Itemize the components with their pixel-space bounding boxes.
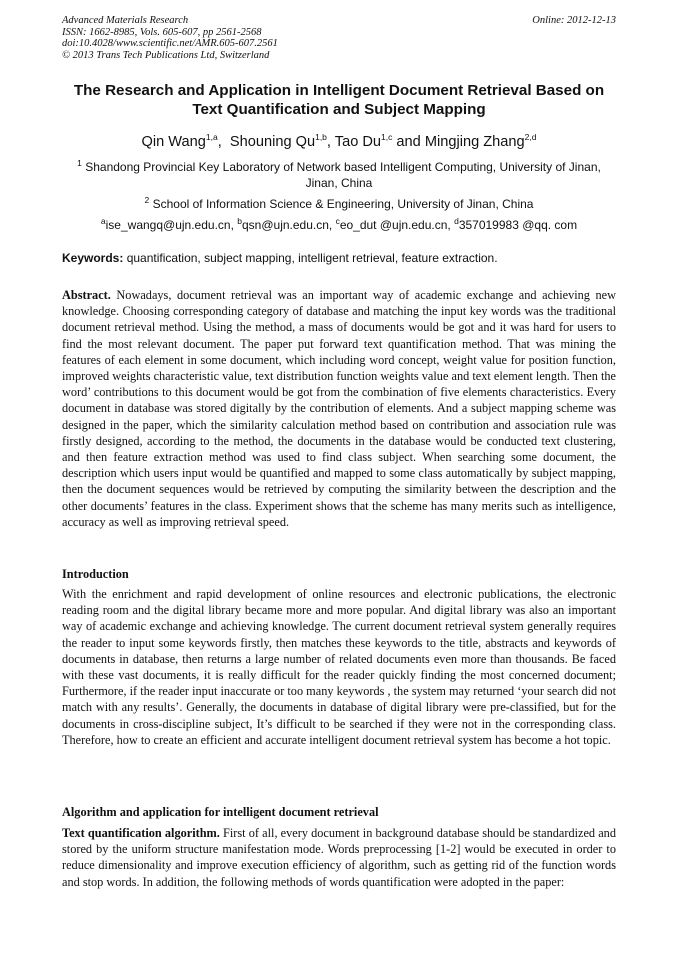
author-list	[62, 128, 616, 151]
email-sup: b	[237, 216, 242, 226]
author-sep: ,	[326, 133, 335, 150]
keywords-label: Keywords:	[62, 251, 124, 265]
email-link[interactable]: qsn@ujn.edu.cn,	[241, 218, 336, 232]
keywords-text: quantification, subject mapping, intelligent retrieval, feature extraction.	[123, 251, 498, 265]
introduction-heading: Introduction	[62, 567, 129, 581]
author-sep: ,	[217, 133, 230, 150]
email-link[interactable]: 357019983 @qq. com	[458, 218, 578, 232]
author-sup: 1,b	[315, 132, 327, 142]
copyright-line: © 2013 Trans Tech Publications Ltd, Switzerland	[62, 49, 270, 61]
algorithm-text: First of all, every document in background database should be standardized and stored by the uniform structure manifestation mode. Words preprocessing [1-2] would be executed in order to reduce dimensionality and improve execution efficiency of algorithm, such as getting rid of the function words and stop words. In addition, the following methods of words quantification were adopted in the paper:	[62, 826, 616, 889]
algorithm-lead: Text quantification algorithm.	[62, 826, 220, 840]
author-sup: 1,c	[381, 132, 393, 142]
affiliation-1	[62, 155, 616, 191]
issn-line: ISSN: 1662-8985, Vols. 605-607, pp 2561-2568	[62, 26, 262, 38]
email-list	[62, 213, 616, 233]
email-link[interactable]: ise_wangq@ujn.edu.cn,	[105, 218, 238, 232]
email-sup: a	[100, 216, 106, 226]
paper-title: The Research and Application in Intelligent Document Retrieval Based on Text Quantification and Subject Mapping	[73, 82, 605, 118]
abstract-paragraph	[62, 287, 616, 530]
affiliation-2	[62, 192, 616, 212]
email-sup: c	[335, 216, 340, 226]
email-link[interactable]: eo_dut @ujn.edu.cn,	[339, 218, 455, 232]
journal-name: Advanced Materials Research	[62, 15, 189, 26]
algorithm-paragraph	[62, 825, 616, 890]
author-sup: 2,d	[524, 132, 537, 142]
author-name: Qin Wang	[141, 133, 206, 150]
abstract-label: Abstract.	[62, 288, 111, 302]
author-sup: 1,a	[205, 132, 218, 142]
keywords-line	[62, 250, 616, 266]
introduction-paragraph: With the enrichment and rapid development of online resources and electronic publications, the electronic reading room and the digital library became more and more popular. And digital library was also an important way of academic exchange and achieving knowledge. The current document retrieval system generally requires the reader to input some keywords firstly, then matches these keywords to the title, abstracts and keywords of documents in database, then returns a large number of related documents even more than thousands. Be faced with these vast documents, it is really difficult for the reader quickly finding the most concerned document; Furthermore, if the reader input inaccurate or too many keywords , the system may returned ‘your search did not match with any results’. Generally, the documents in database of digital library were pre-classified, but for the documents in cross-discipline subject, It’s difficult to be searched if they were not in the corresponding class. Therefore, how to create an efficient and accurate intelligent document retrieval system has become a hot topic.	[62, 587, 616, 747]
journal-header	[62, 15, 616, 61]
affiliation-text: School of Information Science & Engineering, University of Jinan, China	[152, 197, 534, 211]
online-date: Online: 2012-12-13	[532, 15, 616, 26]
email-sup: d	[454, 216, 459, 226]
affiliation-sup: 1	[77, 158, 82, 168]
affiliation-text: Shandong Provincial Key Laboratory of Network based Intelligent Computing, University of Jinan, Jinan, China	[85, 160, 601, 190]
affiliation-sup: 2	[144, 195, 150, 205]
author-name: Shouning Qu	[229, 133, 316, 150]
author-name: Tao Du	[334, 133, 382, 150]
abstract-text: Nowadays, document retrieval was an important way of academic exchange and achieving new knowledge. Choosing corresponding category of database and matching the input key words was the traditional document retrieval method. Using the method, a mass of documents would be got and it was hard for users to find the most relevant document. The paper put forward text quantification method. That was mining the features of each element in some document, which including word concept, weight value for position function, improved weights characteristic value, text distribution function weights value and text element length. Then the word’ contributions to this document would be got from the combination of five elements characteristics. Every document in database was stored digitally by the contribution of elements. And a subject mapping scheme was designed in the paper, which the similarity calculation method based on contribution and association rule was firstly designed, according to the method, the documents in the database would be conducted text clustering, and then feature extraction method was used to find class subject. When searching some document, the description which users input would be quantified and mapped to some class automatically by subject mapping, then the document sequences would be retrieved by computing the similarity between the description and the other documents’ features in the class. Experiment shows that the scheme has many merits such as intelligence, accuracy as well as improving retrieval speed.	[62, 288, 616, 529]
author-name: Mingjing Zhang	[424, 133, 525, 150]
author-sep: and	[392, 133, 425, 150]
doi-line: doi:10.4028/www.scientific.net/AMR.605-607.2561	[62, 38, 278, 49]
algorithm-heading: Algorithm and application for intelligent document retrieval	[62, 805, 379, 819]
